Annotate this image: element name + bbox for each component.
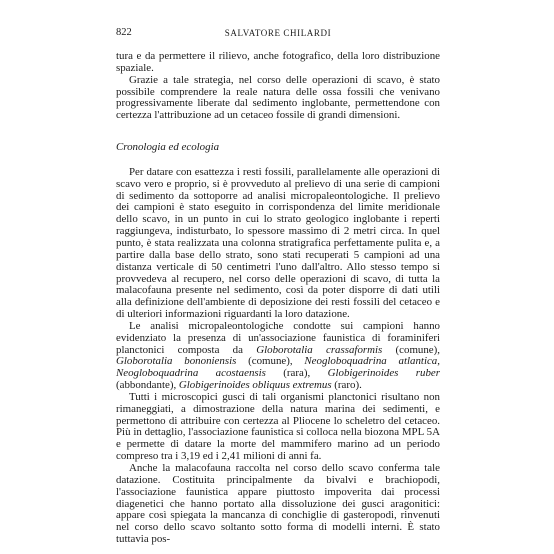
text-run: (comune), [382, 343, 440, 356]
paragraph-foraminifera [116, 321, 440, 392]
taxon-name: Neogloboquadrina atlantica [304, 355, 438, 368]
text-run: , [437, 355, 440, 368]
text-run: (raro). [331, 379, 362, 392]
text-run: Le analisi micropaleontologiche condotte sui campioni hanno evidenziato la presenza di un'associazione faunistica di foraminiferi planctonici composta da [116, 319, 440, 356]
text-run: (abbondante), [116, 379, 179, 392]
paragraph: Tutti i microscopici gusci di tali organismi planctonici risultano non rimaneggiati, a dimostrazione della natura marina dei sedimenti, e permettono di attribuire con certezza al Pliocene lo scheletro del cetaceo. Più in dettaglio, l'associazione faunistica si colloca nella biozona MPL 5A e permette di datare la morte del mammifero marino ad un periodo compreso tra i 3,19 ed i 2,41 milioni di anni fa. [116, 390, 440, 463]
paragraph: Grazie a tale strategia, nel corso delle operazioni di scavo, è stato possibile comprendere la reale natura delle ossa fossili che venivano progressivamente liberate dal sedimento inglobante, permettendone con certezza l'attribuzione ad un cetaceo fossile di grandi dimensioni. [116, 73, 440, 122]
text-run: (comune), [236, 355, 305, 368]
body-text [116, 51, 440, 546]
taxon-name: Globorotalia crassaformis [256, 343, 383, 356]
page-number: 822 [116, 27, 132, 38]
running-head-author: SALVATORE CHILARDI [224, 28, 332, 38]
text-run: (rara), [265, 367, 328, 380]
paragraph: Anche la malacofauna raccolta nel corso dello scavo conferma tale datazione. Costituita principalmente da bivalvi e brachiopodi, l'associazione faunistica appare piuttosto impoverita dai processi diagenetici che hanno portato alla dissoluzione dei gusci aragonitici: appare così spiegata la mancanza di conchiglie di gasteropodi, rinvenuti nel corso dello scavo soltanto sotto forma di modelli interni. È stato tuttavia pos- [116, 462, 440, 546]
taxon-name: Globigerinoides obliquus extremus [178, 379, 332, 392]
paragraph-continuation: tura e da permettere il rilievo, anche fotografico, della loro distribuzione spaziale. [116, 50, 440, 74]
taxon-name: Globorotalia bononiensis [116, 355, 237, 368]
paragraph: Per datare con esattezza i resti fossili, parallelamente alle operazioni di scavo vero e proprio, si è provveduto al prelievo di una serie di campioni di sedimento da sottoporre ad analisi micropaleontologiche. Il prelievo dei campioni è stato eseguito in corrispondenza del limite meridionale dello scavo, in un punto in cui lo strato geologico inglobante i reperti raggiungeva, indisturbato, lo spessore massimo di 2 metri circa. In quel punto, è stata realizzata una colonna stratigrafica perfettamente pulita e, a partire dalla base dello strato, sono stati recuperati 5 campioni ad una distanza verticale di 50 centimetri l'uno dall'altro. Allo stesso tempo si provvedeva al recupero, nel corso delle operazioni di scavo, di tutta la malacofauna presente nel sedimento, così da poter disporre di dati utili alla definizione dell'ambiente di deposizione dei resti fossili del cetaceo e di ulteriori informazioni riguardanti la loro datazione. [116, 165, 440, 321]
section-heading: Cronologia ed ecologia [116, 141, 220, 154]
taxon-name: Neogloboquadrina acostaensis [116, 367, 266, 380]
taxon-name: Globigerinoides ruber [327, 367, 440, 380]
